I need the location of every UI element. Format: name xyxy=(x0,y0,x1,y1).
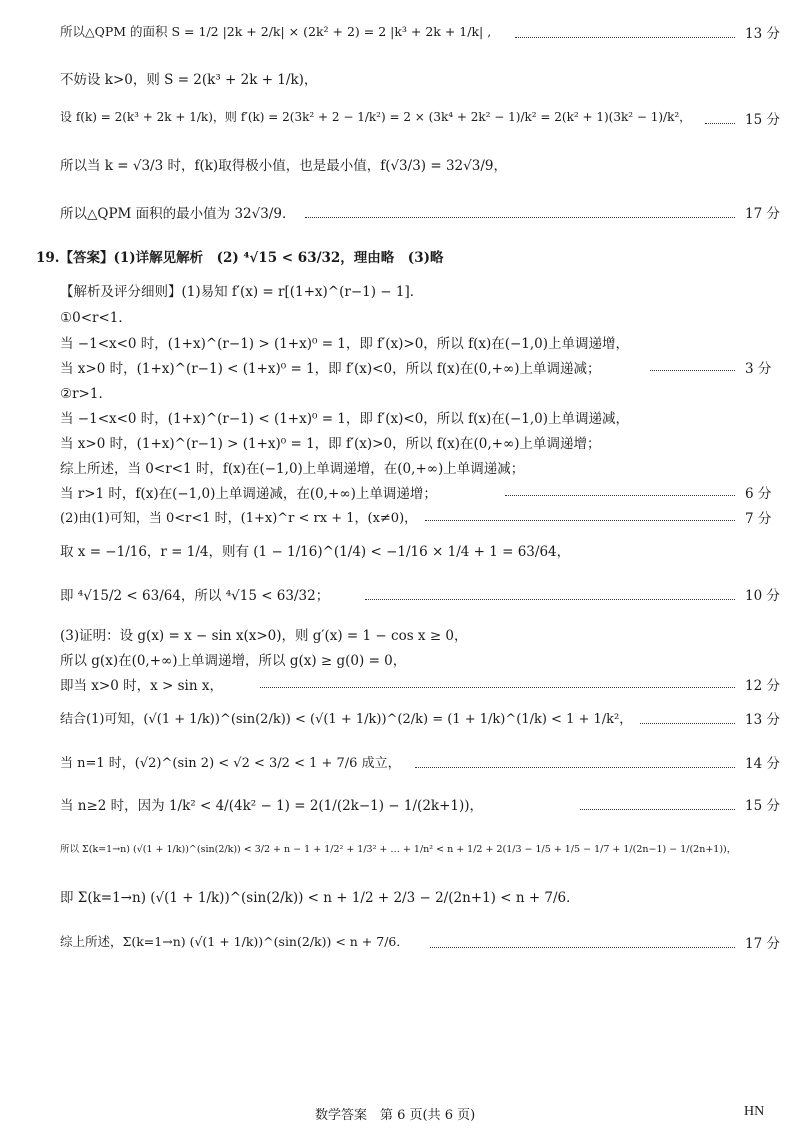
solution-line xyxy=(0,534,800,564)
dot-leader xyxy=(415,767,735,768)
line-text: 当 x>0 时，(1+x)^(r−1) < (1+x)⁰ = 1，即 f′(x)<0，所以 f(x)在(0,+∞)上单调递减； xyxy=(60,361,601,377)
answer-heading xyxy=(0,240,800,270)
score-mark: 6 分 xyxy=(745,486,772,502)
line-text: 取 x = −1/16，r = 1/4，则有 (1 − 1/16)^(1/4) < −1/16 × 1/4 + 1 = 63/64， xyxy=(60,544,571,560)
dot-leader xyxy=(705,123,735,124)
line-text: 即 ⁴√15/2 < 63/64，所以 ⁴√15 < 63/32； xyxy=(60,588,330,604)
solution-line xyxy=(0,880,800,910)
solution-line xyxy=(0,645,800,669)
dot-leader xyxy=(580,809,735,810)
score-mark: 7 分 xyxy=(745,511,772,527)
score-mark: 17 分 xyxy=(745,206,780,222)
line-text: 所以 g(x)在(0,+∞)上单调递增，所以 g(x) ≥ g(0) = 0， xyxy=(60,653,407,669)
score-mark: 10 分 xyxy=(745,588,780,604)
score-mark: 17 分 xyxy=(745,936,780,952)
line-text: 即 Σ(k=1→n) (√(1 + 1/k))^(sin(2/k)) < n + 1/2 + 2/3 − 2/(2n+1) < n + 7/6． xyxy=(60,890,580,906)
dot-leader xyxy=(650,370,735,371)
solution-line xyxy=(0,620,800,644)
line-text: 当 n≥2 时，因为 1/k² < 4/(4k² − 1) = 2(1/(2k−1) − 1/(2k+1))， xyxy=(60,798,484,814)
line-text: (3)证明：设 g(x) = x − sin x(x>0)，则 g′(x) = 1 − cos x ≥ 0， xyxy=(60,628,468,644)
dot-leader xyxy=(260,687,735,688)
page-footer: 数学答案 第 6 页(共 6 页) xyxy=(315,1108,476,1123)
solution-line xyxy=(0,353,800,377)
dot-leader xyxy=(425,520,735,521)
solution-line xyxy=(0,428,800,452)
score-mark: 12 分 xyxy=(745,678,780,694)
line-text: 当 −1<x<0 时，(1+x)^(r−1) < (1+x)⁰ = 1，即 f′(x)<0，所以 f(x)在(−1,0)上单调递减， xyxy=(60,411,630,427)
solution-line xyxy=(0,578,800,608)
solution-line xyxy=(0,478,800,502)
solution-line xyxy=(0,62,800,92)
analysis-heading xyxy=(0,276,800,300)
line-text: (2)由(1)可知，当 0<r<1 时，(1+x)^r < rx + 1，(x≠0)， xyxy=(60,511,418,526)
solution-line xyxy=(0,302,800,326)
line-text: 当 −1<x<0 时，(1+x)^(r−1) > (1+x)⁰ = 1，即 f′(x)>0，所以 f(x)在(−1,0)上单调递增， xyxy=(60,336,630,352)
line-text: 所以 Σ(k=1→n) (√(1 + 1/k))^(sin(2/k)) < 3/2 + n − 1 + 1/2² + 1/3² + … + 1/n² < n + 1/2 + 2(1/3 − 1/5 + 1/5 − 1/7 + 1/(2n−1) − 1/(2n+1))， xyxy=(60,844,737,855)
line-text: 【解析及评分细则】(1)易知 f′(x) = r[(1+x)^(r−1) − 1]． xyxy=(60,284,424,300)
line-text: 综上所述，Σ(k=1→n) (√(1 + 1/k))^(sin(2/k)) < n + 7/6． xyxy=(60,934,409,949)
score-mark: 13 分 xyxy=(745,26,780,42)
solution-line xyxy=(0,788,800,818)
solution-line xyxy=(0,503,800,527)
solution-line xyxy=(0,403,800,427)
solution-line xyxy=(0,926,800,956)
line-text: 当 r>1 时，f(x)在(−1,0)上单调递减，在(0,+∞)上单调递增； xyxy=(60,486,437,502)
dot-leader xyxy=(515,37,735,38)
solution-line xyxy=(0,148,800,178)
line-text: 当 n=1 时，(√2)^(sin 2) < √2 < 3/2 < 1 + 7/6 成立， xyxy=(60,756,401,771)
solution-line xyxy=(0,378,800,402)
line-text: ①0<r<1． xyxy=(60,310,132,326)
score-mark: 15 分 xyxy=(745,112,780,128)
line-text: 即当 x>0 时，x > sin x， xyxy=(60,678,223,694)
line-text: 19.【答案】(1)详解见解析 (2) ⁴√15 < 63/32，理由略 (3)略 xyxy=(36,250,444,266)
score-mark: 3 分 xyxy=(745,361,772,377)
line-text: 当 x>0 时，(1+x)^(r−1) > (1+x)⁰ = 1，即 f′(x)>0，所以 f(x)在(0,+∞)上单调递增； xyxy=(60,436,601,452)
score-mark: 14 分 xyxy=(745,756,780,772)
solution-line xyxy=(0,196,800,226)
solution-line xyxy=(0,453,800,477)
dot-leader xyxy=(640,723,735,724)
solution-line xyxy=(0,702,800,732)
line-text: 所以△QPM 面积的最小值为 32√3/9． xyxy=(60,206,296,222)
line-text: 结合(1)可知，(√(1 + 1/k))^(sin(2/k)) < (√(1 + 1/k))^(2/k) = (1 + 1/k)^(1/k) < 1 + 1/k²， xyxy=(60,712,633,727)
solution-line xyxy=(0,834,800,864)
line-text: 综上所述，当 0<r<1 时，f(x)在(−1,0)上单调递增，在(0,+∞)上单调递减； xyxy=(60,461,525,477)
score-mark: 13 分 xyxy=(745,712,780,728)
line-text: 所以△QPM 的面积 S = 1/2 |2k + 2/k| × (2k² + 2) = 2 |k³ + 2k + 1/k| , xyxy=(60,24,492,39)
line-text: ②r>1． xyxy=(60,386,112,402)
solution-line xyxy=(0,670,800,694)
dot-leader xyxy=(505,495,735,496)
footer-code: HN xyxy=(744,1104,765,1119)
line-text: 所以当 k = √3/3 时，f(k)取得极小值，也是最小值，f(√3/3) = 32√3/9， xyxy=(60,158,507,174)
solution-line xyxy=(0,746,800,776)
dot-leader xyxy=(305,217,735,218)
solution-line xyxy=(0,102,800,132)
solution-line xyxy=(0,16,800,46)
score-mark: 15 分 xyxy=(745,798,780,814)
line-text: 设 f(k) = 2(k³ + 2k + 1/k)，则 f′(k) = 2(3k² + 2 − 1/k²) = 2 × (3k⁴ + 2k² − 1)/k² = 2(k² + 1)(3k² − 1)/k²， xyxy=(60,110,692,124)
dot-leader xyxy=(430,947,735,948)
line-text: 不妨设 k>0，则 S = 2(k³ + 2k + 1/k)， xyxy=(60,72,318,88)
solution-line xyxy=(0,328,800,352)
dot-leader xyxy=(365,599,735,600)
